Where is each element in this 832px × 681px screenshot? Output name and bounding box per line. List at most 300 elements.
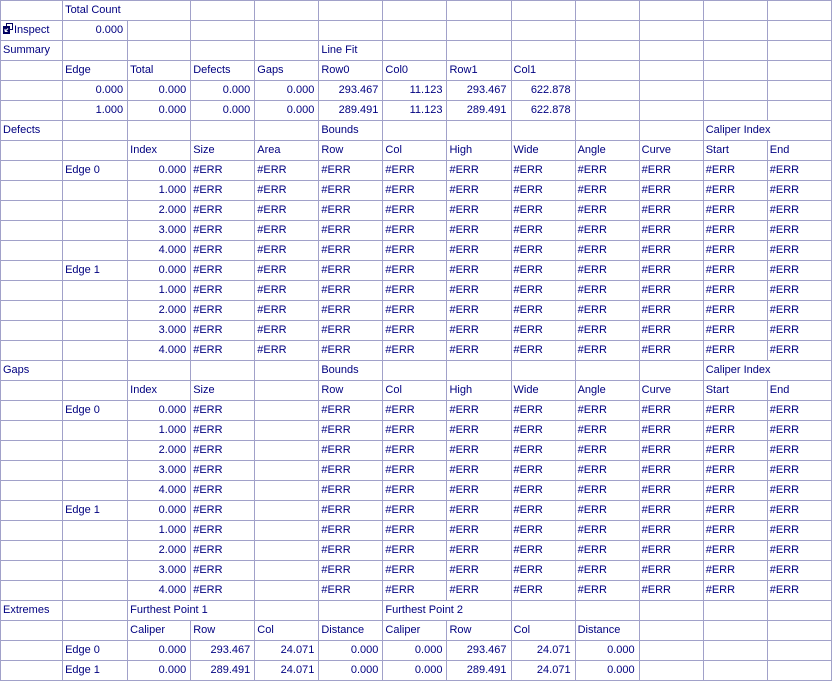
cell-E31[interactable] xyxy=(255,601,319,621)
cell-L5[interactable] xyxy=(703,81,767,101)
cell-M27[interactable] xyxy=(767,521,831,541)
cell-D4[interactable] xyxy=(191,61,255,81)
cell-G4[interactable] xyxy=(383,61,447,81)
cell-I20[interactable] xyxy=(511,381,575,401)
cell-F18[interactable] xyxy=(319,341,383,361)
cell-C2[interactable] xyxy=(128,21,191,41)
cell-K5[interactable] xyxy=(639,81,703,101)
cell-D22[interactable] xyxy=(191,421,255,441)
cell-M2[interactable] xyxy=(767,21,831,41)
cell-M14[interactable] xyxy=(767,261,831,281)
cell-M15[interactable] xyxy=(767,281,831,301)
cell-H24[interactable] xyxy=(447,461,511,481)
cell-G24[interactable] xyxy=(383,461,447,481)
cell-C15[interactable] xyxy=(128,281,191,301)
cell-B3[interactable] xyxy=(63,41,128,61)
cell-M12[interactable] xyxy=(767,221,831,241)
cell-J33[interactable] xyxy=(575,641,639,661)
cell-D2[interactable] xyxy=(191,21,255,41)
cell-G3[interactable] xyxy=(383,41,447,61)
cell-L25[interactable] xyxy=(703,481,767,501)
cell-C22[interactable] xyxy=(128,421,191,441)
cell-B4[interactable] xyxy=(63,61,128,81)
cell-C13[interactable] xyxy=(128,241,191,261)
cell-D24[interactable] xyxy=(191,461,255,481)
cell-M28[interactable] xyxy=(767,541,831,561)
cell-I29[interactable] xyxy=(511,561,575,581)
cell-C30[interactable] xyxy=(128,581,191,601)
cell-F31[interactable] xyxy=(319,601,383,621)
cell-K15[interactable] xyxy=(639,281,703,301)
cell-A14[interactable] xyxy=(1,261,63,281)
cell-C19[interactable] xyxy=(128,361,191,381)
cell-F7[interactable] xyxy=(319,121,383,141)
cell-J17[interactable] xyxy=(575,321,639,341)
cell-F26[interactable] xyxy=(319,501,383,521)
cell-B19[interactable] xyxy=(63,361,128,381)
cell-F17[interactable] xyxy=(319,321,383,341)
cell-B8[interactable] xyxy=(63,141,128,161)
cell-G14[interactable] xyxy=(383,261,447,281)
cell-I33[interactable] xyxy=(511,641,575,661)
cell-J9[interactable] xyxy=(575,161,639,181)
cell-E12[interactable] xyxy=(255,221,319,241)
cell-F23[interactable] xyxy=(319,441,383,461)
cell-F22[interactable] xyxy=(319,421,383,441)
cell-C25[interactable] xyxy=(128,481,191,501)
cell-C32[interactable] xyxy=(128,621,191,641)
cell-F13[interactable] xyxy=(319,241,383,261)
cell-G16[interactable] xyxy=(383,301,447,321)
cell-C11[interactable] xyxy=(128,201,191,221)
cell-K4[interactable] xyxy=(639,61,703,81)
cell-J34[interactable] xyxy=(575,661,639,681)
cell-D5[interactable] xyxy=(191,81,255,101)
cell-D13[interactable] xyxy=(191,241,255,261)
cell-K8[interactable] xyxy=(639,141,703,161)
cell-D23[interactable] xyxy=(191,441,255,461)
cell-J10[interactable] xyxy=(575,181,639,201)
cell-B33[interactable] xyxy=(63,641,128,661)
cell-A27[interactable] xyxy=(1,521,63,541)
cell-A9[interactable] xyxy=(1,161,63,181)
cell-B5[interactable] xyxy=(63,81,128,101)
cell-K27[interactable] xyxy=(639,521,703,541)
cell-H22[interactable] xyxy=(447,421,511,441)
cell-K26[interactable] xyxy=(639,501,703,521)
cell-B30[interactable] xyxy=(63,581,128,601)
cell-H30[interactable] xyxy=(447,581,511,601)
cell-K10[interactable] xyxy=(639,181,703,201)
cell-K34[interactable] xyxy=(639,661,703,681)
cell-A15[interactable] xyxy=(1,281,63,301)
cell-G10[interactable] xyxy=(383,181,447,201)
cell-G31[interactable] xyxy=(383,601,511,621)
cell-L3[interactable] xyxy=(703,41,767,61)
cell-G12[interactable] xyxy=(383,221,447,241)
cell-F25[interactable] xyxy=(319,481,383,501)
cell-K19[interactable] xyxy=(639,361,703,381)
cell-J1[interactable] xyxy=(575,1,639,21)
cell-B23[interactable] xyxy=(63,441,128,461)
cell-M24[interactable] xyxy=(767,461,831,481)
cell-L11[interactable] xyxy=(703,201,767,221)
cell-A17[interactable] xyxy=(1,321,63,341)
cell-J8[interactable] xyxy=(575,141,639,161)
cell-M3[interactable] xyxy=(767,41,831,61)
cell-K3[interactable] xyxy=(639,41,703,61)
cell-K17[interactable] xyxy=(639,321,703,341)
cell-H21[interactable] xyxy=(447,401,511,421)
cell-C28[interactable] xyxy=(128,541,191,561)
cell-B18[interactable] xyxy=(63,341,128,361)
cell-E14[interactable] xyxy=(255,261,319,281)
cell-I27[interactable] xyxy=(511,521,575,541)
cell-B13[interactable] xyxy=(63,241,128,261)
cell-G11[interactable] xyxy=(383,201,447,221)
cell-J26[interactable] xyxy=(575,501,639,521)
cell-H10[interactable] xyxy=(447,181,511,201)
cell-D1[interactable] xyxy=(191,1,255,21)
cell-B11[interactable] xyxy=(63,201,128,221)
cell-G2[interactable] xyxy=(383,21,447,41)
cell-H28[interactable] xyxy=(447,541,511,561)
cell-F11[interactable] xyxy=(319,201,383,221)
cell-G28[interactable] xyxy=(383,541,447,561)
cell-K12[interactable] xyxy=(639,221,703,241)
cell-J13[interactable] xyxy=(575,241,639,261)
cell-K20[interactable] xyxy=(639,381,703,401)
cell-L20[interactable] xyxy=(703,381,767,401)
cell-J22[interactable] xyxy=(575,421,639,441)
cell-B24[interactable] xyxy=(63,461,128,481)
cell-G8[interactable] xyxy=(383,141,447,161)
cell-M1[interactable] xyxy=(767,1,831,21)
cell-K9[interactable] xyxy=(639,161,703,181)
cell-D11[interactable] xyxy=(191,201,255,221)
cell-B20[interactable] xyxy=(63,381,128,401)
cell-C20[interactable] xyxy=(128,381,191,401)
cell-J20[interactable] xyxy=(575,381,639,401)
cell-F5[interactable] xyxy=(319,81,383,101)
cell-A19[interactable] xyxy=(1,361,63,381)
cell-C3[interactable] xyxy=(128,41,191,61)
cell-F21[interactable] xyxy=(319,401,383,421)
cell-I6[interactable] xyxy=(511,101,575,121)
cell-C8[interactable] xyxy=(128,141,191,161)
cell-H11[interactable] xyxy=(447,201,511,221)
cell-L6[interactable] xyxy=(703,101,767,121)
cell-J29[interactable] xyxy=(575,561,639,581)
cell-B7[interactable] xyxy=(63,121,128,141)
cell-M26[interactable] xyxy=(767,501,831,521)
cell-F24[interactable] xyxy=(319,461,383,481)
cell-J16[interactable] xyxy=(575,301,639,321)
cell-A33[interactable] xyxy=(1,641,63,661)
cell-B31[interactable] xyxy=(63,601,128,621)
cell-J28[interactable] xyxy=(575,541,639,561)
cell-A7[interactable] xyxy=(1,121,63,141)
cell-M22[interactable] xyxy=(767,421,831,441)
cell-J32[interactable] xyxy=(575,621,639,641)
cell-H32[interactable] xyxy=(447,621,511,641)
cell-B14[interactable] xyxy=(63,261,128,281)
cell-H9[interactable] xyxy=(447,161,511,181)
cell-G26[interactable] xyxy=(383,501,447,521)
cell-I28[interactable] xyxy=(511,541,575,561)
cell-H3[interactable] xyxy=(447,41,511,61)
cell-M10[interactable] xyxy=(767,181,831,201)
cell-L31[interactable] xyxy=(703,601,767,621)
cell-B27[interactable] xyxy=(63,521,128,541)
cell-J6[interactable] xyxy=(575,101,639,121)
cell-I5[interactable] xyxy=(511,81,575,101)
cell-F2[interactable] xyxy=(319,21,383,41)
cell-I11[interactable] xyxy=(511,201,575,221)
cell-A24[interactable] xyxy=(1,461,63,481)
cell-H14[interactable] xyxy=(447,261,511,281)
cell-B32[interactable] xyxy=(63,621,128,641)
cell-K22[interactable] xyxy=(639,421,703,441)
cell-I31[interactable] xyxy=(511,601,575,621)
cell-H8[interactable] xyxy=(447,141,511,161)
cell-A16[interactable] xyxy=(1,301,63,321)
cell-E22[interactable] xyxy=(255,421,319,441)
cell-J24[interactable] xyxy=(575,461,639,481)
cell-K13[interactable] xyxy=(639,241,703,261)
cell-C24[interactable] xyxy=(128,461,191,481)
cell-M29[interactable] xyxy=(767,561,831,581)
cell-L16[interactable] xyxy=(703,301,767,321)
cell-A31[interactable] xyxy=(1,601,63,621)
cell-L8[interactable] xyxy=(703,141,767,161)
cell-D10[interactable] xyxy=(191,181,255,201)
cell-I22[interactable] xyxy=(511,421,575,441)
cell-L17[interactable] xyxy=(703,321,767,341)
cell-H33[interactable] xyxy=(447,641,511,661)
cell-E24[interactable] xyxy=(255,461,319,481)
cell-A12[interactable] xyxy=(1,221,63,241)
cell-B22[interactable] xyxy=(63,421,128,441)
cell-M25[interactable] xyxy=(767,481,831,501)
cell-E2[interactable] xyxy=(255,21,319,41)
cell-B28[interactable] xyxy=(63,541,128,561)
cell-J19[interactable] xyxy=(575,361,639,381)
cell-D25[interactable] xyxy=(191,481,255,501)
cell-B21[interactable] xyxy=(63,401,128,421)
cell-F12[interactable] xyxy=(319,221,383,241)
cell-H12[interactable] xyxy=(447,221,511,241)
cell-A26[interactable] xyxy=(1,501,63,521)
cell-A34[interactable] xyxy=(1,661,63,681)
cell-I15[interactable] xyxy=(511,281,575,301)
cell-M11[interactable] xyxy=(767,201,831,221)
cell-K33[interactable] xyxy=(639,641,703,661)
cell-A22[interactable] xyxy=(1,421,63,441)
cell-B6[interactable] xyxy=(63,101,128,121)
cell-E34[interactable] xyxy=(255,661,319,681)
cell-E10[interactable] xyxy=(255,181,319,201)
cell-F4[interactable] xyxy=(319,61,383,81)
cell-D8[interactable] xyxy=(191,141,255,161)
cell-C9[interactable] xyxy=(128,161,191,181)
cell-K25[interactable] xyxy=(639,481,703,501)
cell-D16[interactable] xyxy=(191,301,255,321)
cell-H18[interactable] xyxy=(447,341,511,361)
cell-H26[interactable] xyxy=(447,501,511,521)
cell-D18[interactable] xyxy=(191,341,255,361)
cell-H27[interactable] xyxy=(447,521,511,541)
cell-B25[interactable] xyxy=(63,481,128,501)
cell-A21[interactable] xyxy=(1,401,63,421)
cell-A11[interactable] xyxy=(1,201,63,221)
cell-H7[interactable] xyxy=(447,121,511,141)
cell-J18[interactable] xyxy=(575,341,639,361)
cell-D30[interactable] xyxy=(191,581,255,601)
cell-A4[interactable] xyxy=(1,61,63,81)
cell-F15[interactable] xyxy=(319,281,383,301)
cell-F30[interactable] xyxy=(319,581,383,601)
cell-L26[interactable] xyxy=(703,501,767,521)
cell-I7[interactable] xyxy=(511,121,575,141)
cell-E4[interactable] xyxy=(255,61,319,81)
cell-E28[interactable] xyxy=(255,541,319,561)
cell-L9[interactable] xyxy=(703,161,767,181)
cell-K18[interactable] xyxy=(639,341,703,361)
cell-F1[interactable] xyxy=(319,1,383,21)
cell-D9[interactable] xyxy=(191,161,255,181)
cell-E16[interactable] xyxy=(255,301,319,321)
cell-G32[interactable] xyxy=(383,621,447,641)
cell-C17[interactable] xyxy=(128,321,191,341)
cell-K6[interactable] xyxy=(639,101,703,121)
cell-D17[interactable] xyxy=(191,321,255,341)
cell-G33[interactable] xyxy=(383,641,447,661)
cell-M32[interactable] xyxy=(767,621,831,641)
cell-H29[interactable] xyxy=(447,561,511,581)
cell-D28[interactable] xyxy=(191,541,255,561)
cell-J31[interactable] xyxy=(575,601,639,621)
cell-L33[interactable] xyxy=(703,641,767,661)
cell-G19[interactable] xyxy=(383,361,447,381)
cell-I2[interactable] xyxy=(511,21,575,41)
cell-G25[interactable] xyxy=(383,481,447,501)
cell-L23[interactable] xyxy=(703,441,767,461)
cell-K1[interactable] xyxy=(639,1,703,21)
cell-I14[interactable] xyxy=(511,261,575,281)
cell-H4[interactable] xyxy=(447,61,511,81)
cell-B17[interactable] xyxy=(63,321,128,341)
cell-D12[interactable] xyxy=(191,221,255,241)
cell-H34[interactable] xyxy=(447,661,511,681)
cell-F16[interactable] xyxy=(319,301,383,321)
cell-M9[interactable] xyxy=(767,161,831,181)
cell-C10[interactable] xyxy=(128,181,191,201)
cell-G1[interactable] xyxy=(383,1,447,21)
cell-M8[interactable] xyxy=(767,141,831,161)
cell-L4[interactable] xyxy=(703,61,767,81)
cell-L34[interactable] xyxy=(703,661,767,681)
cell-B26[interactable] xyxy=(63,501,128,521)
cell-B1[interactable] xyxy=(63,1,191,21)
cell-M20[interactable] xyxy=(767,381,831,401)
cell-H2[interactable] xyxy=(447,21,511,41)
cell-L30[interactable] xyxy=(703,581,767,601)
cell-F10[interactable] xyxy=(319,181,383,201)
cell-I3[interactable] xyxy=(511,41,575,61)
cell-I9[interactable] xyxy=(511,161,575,181)
cell-J15[interactable] xyxy=(575,281,639,301)
cell-M34[interactable] xyxy=(767,661,831,681)
cell-K24[interactable] xyxy=(639,461,703,481)
cell-F6[interactable] xyxy=(319,101,383,121)
cell-C27[interactable] xyxy=(128,521,191,541)
cell-I18[interactable] xyxy=(511,341,575,361)
cell-B15[interactable] xyxy=(63,281,128,301)
cell-H19[interactable] xyxy=(447,361,511,381)
cell-I30[interactable] xyxy=(511,581,575,601)
cell-A20[interactable] xyxy=(1,381,63,401)
cell-A30[interactable] xyxy=(1,581,63,601)
cell-M4[interactable] xyxy=(767,61,831,81)
cell-K11[interactable] xyxy=(639,201,703,221)
cell-I24[interactable] xyxy=(511,461,575,481)
cell-M21[interactable] xyxy=(767,401,831,421)
cell-H13[interactable] xyxy=(447,241,511,261)
cell-I21[interactable] xyxy=(511,401,575,421)
cell-C29[interactable] xyxy=(128,561,191,581)
cell-E18[interactable] xyxy=(255,341,319,361)
cell-J5[interactable] xyxy=(575,81,639,101)
cell-G21[interactable] xyxy=(383,401,447,421)
cell-L32[interactable] xyxy=(703,621,767,641)
cell-J30[interactable] xyxy=(575,581,639,601)
cell-L12[interactable] xyxy=(703,221,767,241)
cell-E26[interactable] xyxy=(255,501,319,521)
cell-L28[interactable] xyxy=(703,541,767,561)
cell-H25[interactable] xyxy=(447,481,511,501)
cell-K23[interactable] xyxy=(639,441,703,461)
cell-G7[interactable] xyxy=(383,121,447,141)
cell-D19[interactable] xyxy=(191,361,255,381)
cell-A3[interactable] xyxy=(1,41,63,61)
cell-F32[interactable] xyxy=(319,621,383,641)
cell-E29[interactable] xyxy=(255,561,319,581)
cell-F20[interactable] xyxy=(319,381,383,401)
cell-G23[interactable] xyxy=(383,441,447,461)
cell-E11[interactable] xyxy=(255,201,319,221)
cell-L7[interactable] xyxy=(703,121,831,141)
cell-J12[interactable] xyxy=(575,221,639,241)
cell-E17[interactable] xyxy=(255,321,319,341)
cell-H16[interactable] xyxy=(447,301,511,321)
cell-H23[interactable] xyxy=(447,441,511,461)
cell-K32[interactable] xyxy=(639,621,703,641)
cell-H5[interactable] xyxy=(447,81,511,101)
cell-L27[interactable] xyxy=(703,521,767,541)
cell-L19[interactable] xyxy=(703,361,831,381)
cell-A32[interactable] xyxy=(1,621,63,641)
cell-F33[interactable] xyxy=(319,641,383,661)
cell-C6[interactable] xyxy=(128,101,191,121)
cell-E23[interactable] xyxy=(255,441,319,461)
cell-D26[interactable] xyxy=(191,501,255,521)
cell-J2[interactable] xyxy=(575,21,639,41)
cell-A10[interactable] xyxy=(1,181,63,201)
cell-L10[interactable] xyxy=(703,181,767,201)
cell-I17[interactable] xyxy=(511,321,575,341)
cell-M23[interactable] xyxy=(767,441,831,461)
